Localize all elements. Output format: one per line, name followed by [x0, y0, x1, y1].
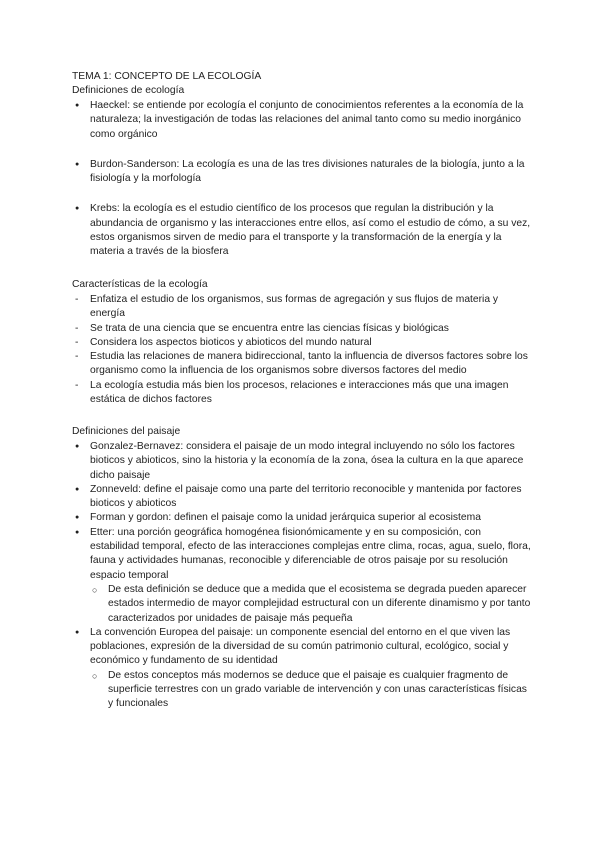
section-heading-definiciones-ecologia: Definiciones de ecología — [72, 85, 185, 96]
list-item: - Se trata de una ciencia que se encuentra entre las ciencias físicas y biológicas — [72, 322, 532, 336]
definiciones-ecologia-list — [72, 99, 532, 260]
list-item: ● Haeckel: se entiende por ecología el conjunto de conocimientos referentes a la economía de la naturaleza; la investigación de todas las relaciones del animal tanto como su medio inorgánico como orgánico — [72, 99, 532, 142]
sub-list-item: ○ De esta definición se deduce que a medida que el ecosistema se degrada pueden aparecer estados intermedio de mayor complejidad estructural con un diferente dinamismo y por tanto caracterizados por unidades de paisaje más pequeña — [90, 583, 532, 626]
definiciones-paisaje-list — [72, 440, 532, 712]
list-item: - Estudia las relaciones de manera bidireccional, tanto la influencia de diversos factores sobre los organismo como la influencia de los organismos sobre diversos factores del medio — [72, 350, 532, 379]
list-item: ● Etter: una porción geográfica homogénea fisionómicamente y en su composición, con estabilidad temporal, efecto de las interacciones complejas entre clima, rocas, agua, suelo, flora, fauna y actividades humanas, reconocible y diferenciable de otros paisaje por su resolución espacio temporal — [72, 526, 532, 583]
list-item: - Considera los aspectos bioticos y abioticos del mundo natural — [72, 336, 532, 350]
list-item: ● Burdon-Sanderson: La ecología es una de las tres divisiones naturales de la biología, junto a la fisiología y la morfología — [72, 158, 532, 187]
list-item: ● Krebs: la ecología es el estudio científico de los procesos que regulan la distribución y la abundancia de organismo y las interacciones entre ellos, así como el estudio de cómo, a su vez, estos organismos sirven de medio para el transporte y la transformación de la energía y la materia a través de la biosfera — [72, 202, 532, 259]
list-item: ● Zonneveld: define el paisaje como una parte del territorio reconocible y mantenida por factores bioticos y abioticos — [72, 483, 532, 512]
list-item: - Enfatiza el estudio de los organismos, sus formas de agregación y sus flujos de materia y energía — [72, 293, 532, 322]
sub-list-item: ○ De estos conceptos más modernos se deduce que el paisaje es cualquier fragmento de superficie terrestres con un grado variable de intervención y con unas características físicas y funcionales — [90, 669, 532, 712]
section-heading-definiciones-paisaje: Definiciones del paisaje — [72, 426, 181, 437]
list-item: ● Gonzalez-Bernavez: considera el paisaje de un modo integral incluyendo no sólo los factores bioticos y abioticos, sino la historia y la economía de la zona, ósea la cultura en la que aparece dicho paisaje — [72, 440, 532, 483]
list-item: ● Forman y gordon: definen el paisaje como la unidad jerárquica superior al ecosistema — [72, 511, 532, 525]
document-title: TEMA 1: CONCEPTO DE LA ECOLOGÍA — [72, 71, 262, 82]
section-heading-caracteristicas-ecologia: Características de la ecología — [72, 279, 208, 290]
list-item: ● La convención Europea del paisaje: un componente esencial del entorno en el que viven las poblaciones, expresión de la diversidad de su común patrimonio cultural, ecológico, social y económico y fundamento de su identidad — [72, 626, 532, 669]
caracteristicas-ecologia-list — [72, 293, 532, 407]
list-item: - La ecología estudia más bien los procesos, relaciones e interacciones más que una imagen estática de dichos factores — [72, 379, 532, 408]
